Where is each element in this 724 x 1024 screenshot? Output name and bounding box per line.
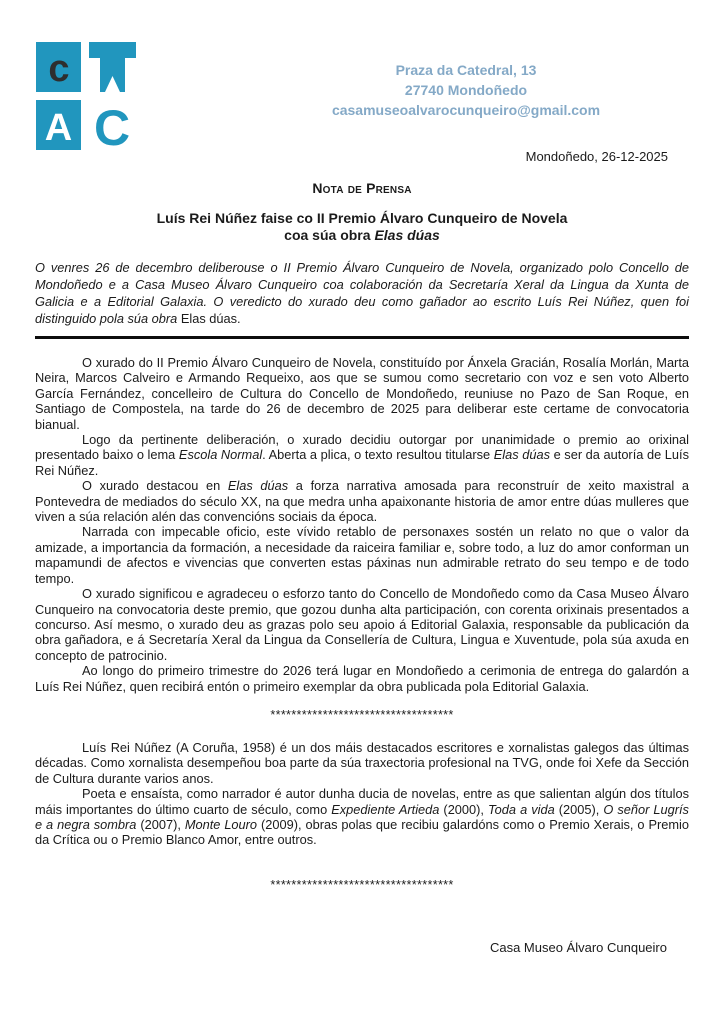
body-paragraph [35,524,689,586]
text-run: (2000), [439,801,489,817]
text-run: O xurado significou e agradeceu o esforzo tanto do Concello de Mondoñedo como da Casa Museo Álvaro Cunqueiro na convocatoria deste premio, que gozou dunha alta participación, con corenta orixinais presentados a concurso. Así mesmo, o xurado deu as grazas polo seu apoio á Editorial Galaxia, responsable da publicación da obra gañadora, e á Secretaría Xeral da Lingua da Consellería de Cultura, Lingua e Xuventude, pola súa axuda en concepto de patrocinio. [35,586,689,663]
body-paragraph [35,786,689,848]
contact-email: casamuseoalvarocunqueiro@gmail.com [331,102,601,118]
headline-line-2 [284,227,440,243]
text-run: Ao longo do primeiro trimestre do 2026 terá lugar en Mondoñedo a cerimonia de entrega do galardón a Luís Rei Núñez, quen recibirá entón o primeiro exemplar da obra publicada pola Editorial Galaxia. [35,663,689,694]
italic-text-run: Monte Louro [184,816,258,832]
logo-tile-c-bottom [94,100,130,150]
logo-tile-c-top [36,42,81,92]
text-run: e ser da autoría de Luís Rei Núñez. [35,447,689,478]
press-note-label: Nota de Prensa [312,180,412,196]
contact-city: 27740 Mondoñedo [404,82,528,98]
text-run: Poeta e ensaísta, como narrador é autor dunha ducia de novelas, entre as que salientan algún dos títulos máis importantes do último cuarto de século, como [35,786,689,817]
italic-text-run: O venres 26 de decembro deliberouse o II Premio Álvaro Cunqueiro de Novela, organizado polo Concello de Mondoñedo e a Casa Museo Álvaro Cunqueiro coa colaboración da Secretaría Xeral da Lingua da Xunta de Galicia e a Editorial Galaxia. O veredicto do xurado deu como gañador ao escrito Luís Rei Núñez, quen foi distinguido pola súa obra [35,260,689,326]
body-paragraph [35,663,689,694]
asterisk-separator-2: *********************************** [270,877,454,892]
cmac-logo-graphic [36,42,136,150]
body-paragraph [35,432,689,478]
italic-text-run: Elas dúas [493,447,550,463]
italic-text-run: Elas dúas [374,227,440,243]
text-run: (2007), [136,816,185,832]
svg-text:c: c [48,48,70,90]
logo-tile-m [89,42,136,92]
italic-text-run: Elas dúas [227,478,289,494]
logo-tile-a [36,100,81,150]
body-paragraph [35,355,689,432]
text-run: a forza narrativa amosada para reconstruír de xeito maxistral a Pontevedra de mediados do século XX, na que medra unha apaixonante historia de amor entre dúas mulleres que viven a súa relación alén das convencións sociais da época. [35,478,689,525]
svg-text:C: C [93,100,131,150]
text-run: coa súa obra [284,227,375,243]
divider-rule [35,336,689,339]
text-run: (2009), obras polas que recibiu galardóns como o Premio Xerais, o Premio da Crítica ou o Premio Blanco Amor, entre outros. [35,816,689,848]
signature: Casa Museo Álvaro Cunqueiro [489,939,667,955]
text-run: (2005), [554,801,604,817]
body-block-1 [35,355,689,694]
dateline: Mondoñedo, 26-12-2025 [525,149,668,164]
body-paragraph [35,478,689,524]
text-run: . Aberta a plica, o texto resultou titularse [262,447,494,463]
svg-text:A: A [44,107,73,149]
italic-text-run: Expediente Artieda [331,801,440,817]
text-run: O xurado destacou en [82,478,228,494]
italic-text-run: Toda a vida [488,801,555,817]
headline-line-1: Luís Rei Núñez faise co II Premio Álvaro Cunqueiro de Novela [156,210,568,226]
italic-text-run: Escola Normal [178,447,263,463]
cmac-logo [36,42,136,150]
contact-address: Praza da Catedral, 13 [395,62,537,78]
lead-paragraph [35,259,689,327]
text-run: Narrada con impecable oficio, este vívido retablo de personaxes sostén un relato no que o valor da amizade, a importancia da formación, a necesidade da raiceira familiar e, sobre todo, a luz do amor conforman un mapamundi de afectos e vivencias que converten estas páxinas nun admirable retrato do seu tempo e de todo tempo. [35,524,689,586]
italic-text-run: O señor Lugrís e a negra sombra [35,801,689,832]
body-paragraph [35,740,689,786]
contact-block [250,60,682,120]
headline [35,210,689,244]
text-run: O xurado do II Premio Álvaro Cunqueiro de Novela, constituído por Ánxela Gracián, Rosalía Morlán, Marta Neira, Marcos Calveiro e Armando Requeixo, aos que se sumou como secretario con voz e sen voto Alberto García Fernández, concelleiro de Cultura do Concello de Mondoñedo, reuniuse no Pazo de San Roque, en Santiago de Compostela, na tarde do 26 de decembro de 2025 para deliberar este certame de convocatoria bianual. [35,355,689,432]
body-block-2 [35,740,689,848]
document-body [35,176,689,956]
asterisk-separator-1: *********************************** [270,707,454,722]
text-run: Luís Rei Núñez (A Coruña, 1958) é un dos máis destacados escritores e xornalistas galegos das últimas décadas. Como xornalista desempeñou boa parte da súa traxectoria profesional na TVG, onde foi Xefe da Sección de Cultura durante varios anos. [35,739,689,786]
text-run: Logo da pertinente deliberación, o xurado decidiu outorgar por unanimidade o premio ao orixinal presentado baixo o lema [35,432,689,463]
body-paragraph [35,586,689,663]
text-run: Elas dúas. [180,311,241,326]
